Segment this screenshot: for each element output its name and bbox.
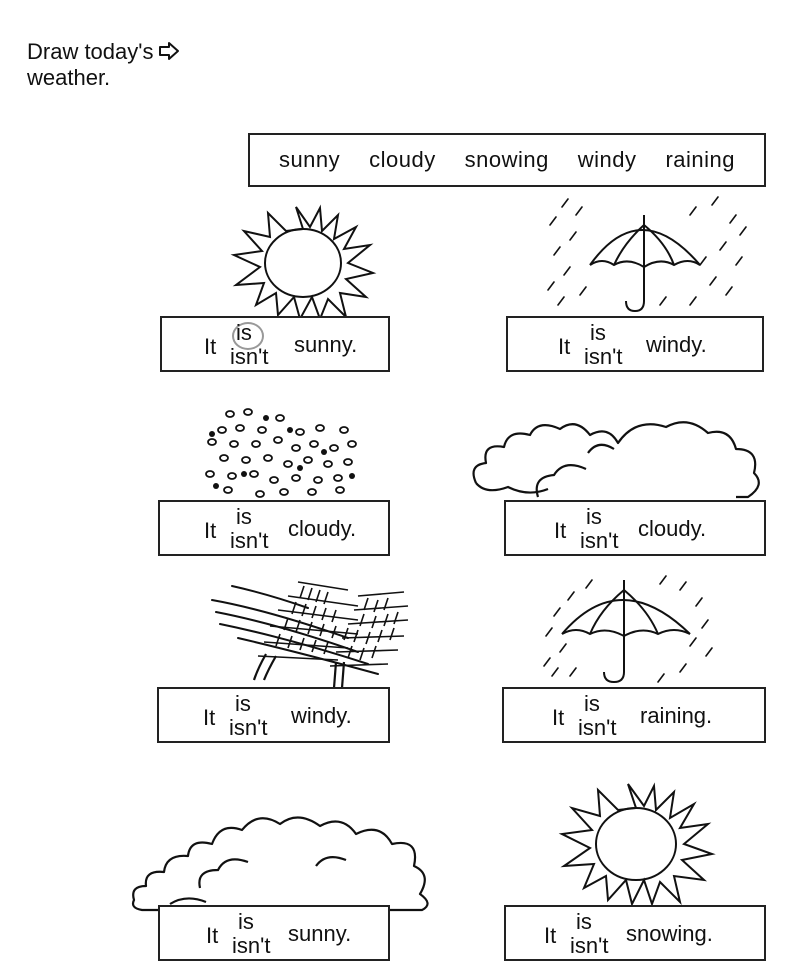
word-bank-word: cloudy [369,147,436,172]
choice-is[interactable]: is [238,909,254,934]
choice-is[interactable]: is [584,691,600,716]
choice-isnt[interactable]: isn't [570,933,609,958]
sentence-box [504,905,766,961]
sentence-box [504,500,766,556]
choice-is[interactable]: is [576,909,592,934]
umbrella-rain-icon [540,195,750,320]
sentence-word: raining. [640,703,713,728]
choice-is[interactable]: is [236,320,252,345]
choice-isnt[interactable]: isn't [578,715,617,740]
word-bank-word: sunny [278,147,341,172]
sentence-word: cloudy. [638,516,707,541]
sentence-it: It [544,923,557,948]
sentence-box [160,316,390,372]
sentence-it: It [206,923,219,948]
sentence-it: It [558,334,571,359]
choice-is[interactable]: is [590,320,606,345]
sentence-box [158,500,390,556]
choice-isnt[interactable]: isn't [229,715,268,740]
choice-isnt[interactable]: isn't [230,344,269,369]
word-bank-word: snowing [464,147,549,172]
instruction-line-1: Draw today's [27,39,154,64]
sentence-box [506,316,764,372]
sentence-word: windy. [291,703,352,728]
sentence-word: sunny. [288,921,352,946]
word-bank [248,133,766,187]
instruction-line-2: weather. [27,64,111,90]
cloud-icon [130,808,436,912]
sentence-it: It [204,334,217,359]
hollow-right-arrow-icon [157,41,181,66]
sentence-word: windy. [646,332,707,357]
sentence-box [158,905,390,961]
choice-is[interactable]: is [235,691,251,716]
umbrella-rain-icon [540,576,720,686]
choice-isnt[interactable]: isn't [232,933,271,958]
sentence-word: snowing. [626,921,713,946]
sentence-box [502,687,766,743]
choice-isnt[interactable]: isn't [580,528,619,553]
sentence-it: It [204,518,217,543]
choice-isnt[interactable]: isn't [230,528,269,553]
word-bank-word: raining [665,147,736,172]
choice-is[interactable]: is [236,504,252,529]
sun-icon [556,782,716,906]
sentence-word: cloudy. [288,516,357,541]
choice-isnt[interactable]: isn't [584,344,623,369]
sentence-box [157,687,390,743]
sentence-it: It [554,518,567,543]
sentence-it: It [552,705,565,730]
sun-icon [228,205,378,320]
instruction-text [27,40,181,90]
wind-trees-icon [208,576,418,692]
sentence-it: It [203,705,216,730]
sentence-word: sunny. [294,332,358,357]
word-bank-word: windy [577,147,637,172]
choice-is[interactable]: is [586,504,602,529]
snow-icon [200,408,360,504]
cloud-icon [468,413,768,505]
